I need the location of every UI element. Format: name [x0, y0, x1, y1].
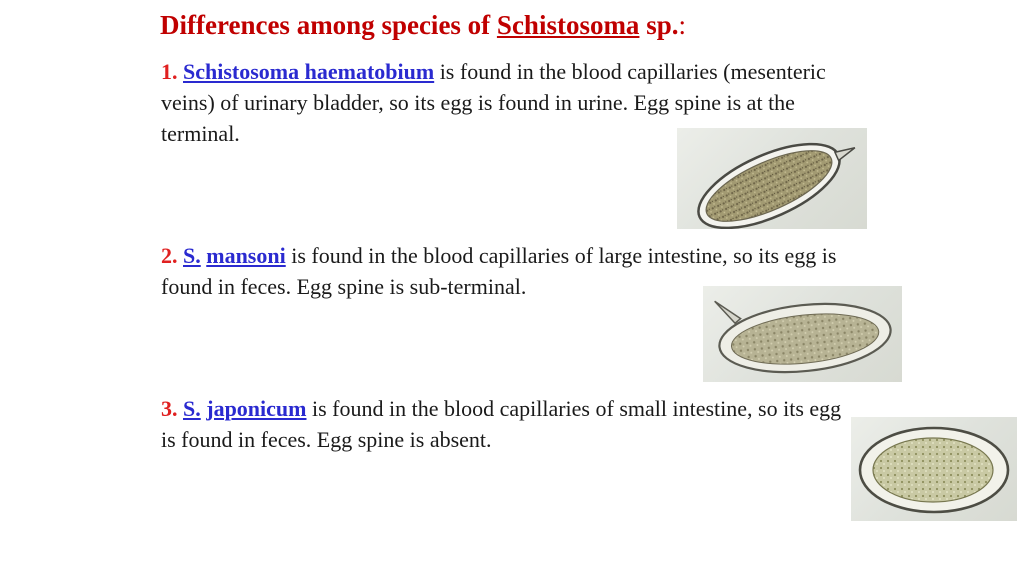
lateral-spined-egg-icon: [703, 286, 902, 382]
item-description: is found in the blood capillaries of small intestine, so its egg is found in feces. Egg spine is absent.: [161, 396, 842, 452]
item-description: is found in the blood capillaries (mesenteric veins) of urinary bladder, so its egg is found in urine. Egg spine is at the terminal.: [161, 59, 826, 146]
item-number: 3.: [161, 396, 178, 421]
item-number: 1.: [161, 59, 178, 84]
title-suffix: sp.: [639, 10, 679, 40]
haematobium-egg-image: [677, 128, 867, 229]
japonicum-egg-image: [851, 417, 1017, 521]
slide-title: [160, 10, 686, 41]
species-link-japonicum[interactable]: japonicum: [206, 396, 307, 421]
species-link-mansoni[interactable]: mansoni: [206, 243, 286, 268]
terminal-spined-egg-icon: [677, 128, 867, 229]
round-egg-no-spine-icon: [851, 417, 1017, 521]
genus-link[interactable]: S.: [183, 243, 201, 268]
genus-link[interactable]: S.: [183, 396, 201, 421]
title-colon: :: [678, 10, 686, 40]
item-description: is found in the blood capillaries of large intestine, so its egg is found in feces. Egg spine is sub-terminal.: [161, 243, 837, 299]
mansoni-egg-image: [703, 286, 902, 382]
title-prefix: Differences among species of: [160, 10, 497, 40]
title-genus: Schistosoma: [496, 10, 640, 40]
item-number: 2.: [161, 243, 178, 268]
species-link-haematobium[interactable]: Schistosoma haematobium: [183, 59, 435, 84]
species-item-japonicum: [161, 393, 861, 455]
